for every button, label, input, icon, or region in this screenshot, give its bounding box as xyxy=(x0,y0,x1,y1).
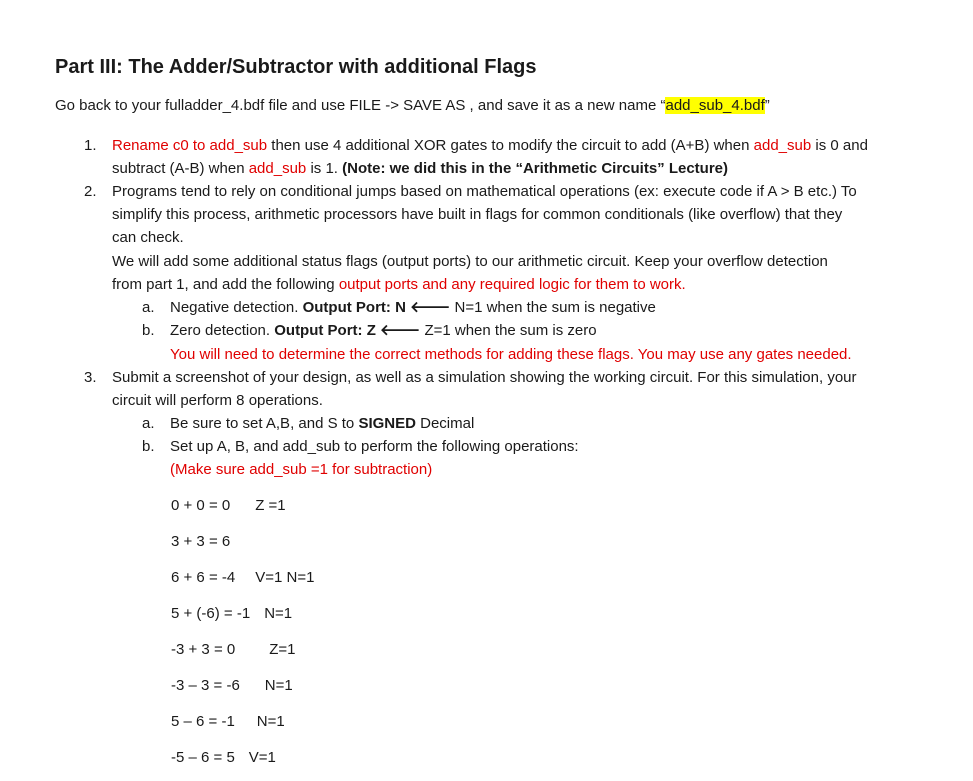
left-arrow-icon: 🡐 xyxy=(410,299,451,316)
item-3-line-2: circuit will perform 8 operations. xyxy=(112,392,323,409)
item-1-number: 1. xyxy=(84,137,97,154)
item-1-text-end: is 0 and xyxy=(811,137,868,154)
operation-flags: N=1 xyxy=(264,605,293,622)
operation-flags: V=1 xyxy=(248,749,276,766)
item-1-text-4: is 1. xyxy=(306,160,343,177)
zero-detection xyxy=(170,319,597,342)
operation-row xyxy=(171,497,286,514)
operation-row xyxy=(171,749,276,766)
negative-detection xyxy=(170,296,656,319)
signed-decimal-instruction xyxy=(170,412,474,435)
signed-term: SIGNED xyxy=(358,415,416,432)
left-arrow-icon: 🡐 xyxy=(380,322,421,339)
item-2-line-4: We will add some additional status flags (output ports) to our arithmetic circuit. Keep your overflow detection xyxy=(112,253,828,270)
operation-expression: 3 + 3 = 6 xyxy=(171,533,231,550)
operation-flags: N=1 xyxy=(264,677,293,694)
item-1-text: then use 4 additional XOR gates to modify the circuit to add (A+B) when xyxy=(267,137,754,154)
zero-detection-rule: Z=1 when the sum is zero xyxy=(420,322,597,339)
operation-row xyxy=(171,569,314,586)
operation-expression: 5 – 6 = -1 xyxy=(171,713,235,730)
signed-instruction-text: Be sure to set A,B, and S to xyxy=(170,415,359,432)
subtraction-note: (Make sure add_sub =1 for subtraction) xyxy=(170,461,433,478)
output-port-z: Output Port: Z xyxy=(274,322,381,339)
signed-instruction-end: Decimal xyxy=(415,415,475,432)
operation-expression: -5 – 6 = 5 xyxy=(171,749,235,766)
operation-expression: -3 – 3 = -6 xyxy=(171,677,240,694)
output-port-n: Output Port: N xyxy=(302,299,411,316)
item-3b-letter: b. xyxy=(142,438,155,455)
operation-flags: N=1 xyxy=(256,713,285,730)
intro-paragraph xyxy=(55,97,770,114)
operation-row xyxy=(171,533,246,550)
intro-text: Go back to your fulladder_4.bdf file and use FILE -> SAVE AS , and save it as a new name “ xyxy=(55,97,666,114)
item-2b-letter: b. xyxy=(142,322,155,339)
lecture-note: (Note: we did this in the “Arithmetic Circuits” Lecture) xyxy=(342,160,729,177)
highlighted-filename: add_sub_4.bdf xyxy=(665,97,765,114)
flags-method-note: You will need to determine the correct methods for adding these flags. You may use any gates needed. xyxy=(170,346,852,363)
item-3a-letter: a. xyxy=(142,415,155,432)
item-2-number: 2. xyxy=(84,183,97,200)
operation-flags: Z =1 xyxy=(255,497,286,514)
item-2-line-3: can check. xyxy=(112,229,184,246)
negative-detection-rule: N=1 when the sum is negative xyxy=(450,299,656,316)
item-2-line-2: simplify this process, arithmetic processors have built in flags for common conditionals (like overflow) that they xyxy=(112,206,843,223)
negative-detection-text: Negative detection. xyxy=(170,299,303,316)
operations-instruction: Set up A, B, and add_sub to perform the following operations: xyxy=(170,438,579,455)
operation-flags: V=1 N=1 xyxy=(255,569,315,586)
item-2-line-1: Programs tend to rely on conditional jumps based on mathematical operations (ex: execute code if A > B etc.) To xyxy=(112,183,857,200)
operation-row xyxy=(171,713,285,730)
zero-detection-text: Zero detection. xyxy=(170,322,275,339)
item-1-line-2 xyxy=(112,157,728,180)
item-2-line-5-text: from part 1, and add the following xyxy=(112,276,339,293)
operation-expression: 0 + 0 = 0 xyxy=(171,497,231,514)
operation-flags: Z=1 xyxy=(269,641,296,658)
item-2a-letter: a. xyxy=(142,299,155,316)
add-sub-term: add_sub xyxy=(753,137,812,154)
item-3-line-1: Submit a screenshot of your design, as well as a simulation showing the working circuit. For this simulation, your xyxy=(112,369,857,386)
rename-instruction: Rename c0 to add_sub xyxy=(112,137,268,154)
add-sub-term: add_sub xyxy=(248,160,307,177)
section-heading: Part III: The Adder/Subtractor with additional Flags xyxy=(55,56,537,78)
item-3-number: 3. xyxy=(84,369,97,386)
output-ports-instruction: output ports and any required logic for them to work. xyxy=(338,276,686,293)
intro-closing-quote: ” xyxy=(764,97,770,114)
operation-row xyxy=(171,641,295,658)
item-2-line-5 xyxy=(112,273,686,296)
operation-expression: -3 + 3 = 0 xyxy=(171,641,236,658)
operation-row xyxy=(171,605,292,622)
item-1-line-1 xyxy=(112,134,868,157)
operation-expression: 6 + 6 = -4 xyxy=(171,569,236,586)
operation-expression: 5 + (-6) = -1 xyxy=(171,605,251,622)
operation-row xyxy=(171,677,293,694)
item-1-text-3: subtract (A-B) when xyxy=(112,160,249,177)
